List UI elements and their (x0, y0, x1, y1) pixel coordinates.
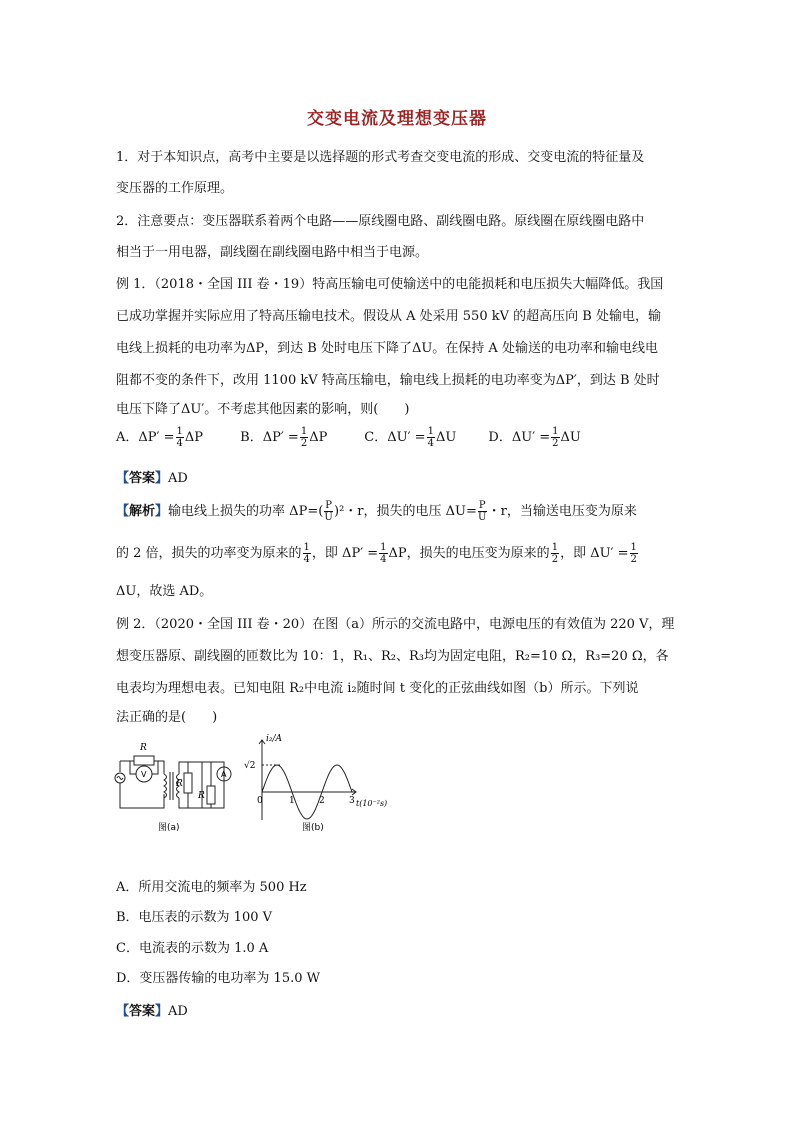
ammeter-label: A (221, 770, 227, 779)
primary-coil (164, 774, 167, 798)
example-2-line-2: 想变压器原、副线圈的匝数比为 10：1，R₁、R₂、R₃均为固定电阻，R₂=10 Ω，R₃=20 Ω，各 (116, 649, 669, 664)
option-a: A．ΔP′ = $\frac{1}{4}$ ΔP (116, 426, 204, 449)
option-b: B．ΔP′ = $\frac{1}{2}$ ΔP (240, 426, 328, 449)
circuit-diagram-figure-a (112, 728, 232, 838)
example-1-analysis-line-3: ΔU，故选 AD。 (116, 584, 213, 599)
intro-point-2-line-2: 相当于一用电器，副线圈在副线圈电路中相当于电源。 (116, 245, 429, 260)
example-1-answer: 【答案】AD (116, 471, 188, 486)
example-1-line-2: 已成功掌握并实际应用了特高压输电技术。假设从 A 处采用 550 kV 的超高压向 B 处输电，输 (116, 309, 661, 324)
tick-label-0: 0 (257, 796, 263, 806)
figure-a-caption: 图(a) (158, 823, 180, 833)
x-axis-label: t(10⁻²s) (356, 799, 388, 808)
example-1-analysis-line-1: 【解析】输电线上损失的功率 ΔP=( $\frac{P}{U}$ )²・r，损失的电压 ΔU= $\frac{P}{U}$ ・r，当输送电压变为原来 (116, 500, 637, 523)
answer-tag: 【答案】 (116, 471, 169, 486)
option-d: D．ΔU′ = $\frac{1}{2}$ ΔU (488, 426, 581, 449)
transformer-core (170, 772, 173, 800)
intro-point-1-line-1: 1．对于本知识点，高考中主要是以选择题的形式考查交变电流的形成、交变电流的特征量及 (116, 150, 645, 165)
tick-label-3: 3 (349, 796, 355, 806)
example-1-line-5: 电压下降了ΔU′。不考虑其他因素的影响，则( ) (116, 402, 410, 417)
answer-tag-2: 【答案】 (116, 1004, 169, 1019)
primary-bottom-wire (120, 783, 164, 808)
waveform-figure-b (238, 728, 398, 838)
primary-right-wire (154, 761, 164, 774)
page-title: 交变电流及理想变压器 (307, 109, 487, 129)
example-2-option-d: D．变压器传输的电功率为 15.0 W (116, 971, 320, 986)
example-2-option-b: B．电压表的示数为 100 V (116, 910, 273, 925)
example-1-line-3: 电线上损耗的电功率为ΔP，到达 B 处时电压下降了ΔU。在保持 A 处输送的电功率和输电线电 (116, 341, 658, 356)
intro-point-2-line-1: 2．注意要点：变压器联系着两个电路——原线圈电路、副线圈电路。原线圈在原线圈电路中 (116, 214, 645, 229)
r3-label: R (198, 791, 205, 801)
example-2-answer: 【答案】AD (116, 1004, 188, 1019)
example-1-options (116, 426, 608, 449)
tick-label-2: 2 (319, 796, 325, 806)
example-2-option-c: C．电流表的示数为 1.0 A (116, 941, 269, 956)
example-1-line-1: 例 1．（2018・全国 III 卷・19）特高压输电可使输送中的电能损耗和电压损失大幅降低。我国 (116, 277, 664, 292)
intro-point-1-line-2: 变压器的工作原理。 (116, 181, 234, 196)
peak-label: √2 (244, 761, 256, 771)
option-c: C．ΔU′ = $\frac{1}{4}$ ΔU (364, 426, 457, 449)
example-1-analysis-line-2: 的 2 倍，损失的功率变为原来的 $\frac{1}{4}$ ，即 ΔP′ = $\frac{1}{4}$ ΔP，损失的电压变为原来的 $\frac{1}{2}$ ，即 ΔU′ = $\frac{1}{2}$ (116, 542, 637, 565)
resistor-r1 (134, 756, 154, 765)
r2-label: R (176, 779, 183, 789)
example-2-option-a: A．所用交流电的频率为 500 Hz (116, 880, 307, 895)
r1-label: R (140, 743, 147, 753)
figure-b-caption: 图(b) (302, 823, 324, 833)
y-axis-label: i₂/A (266, 734, 283, 744)
example-2-line-4: 法正确的是( ) (116, 710, 218, 725)
example-1-line-4: 阻都不变的条件下，改用 1100 kV 特高压输电，输电线上损耗的电功率变为ΔP′，到达 B 处时 (116, 373, 660, 388)
voltmeter-label: V (141, 770, 147, 779)
example-2-line-3: 电表均为理想电表。已知电阻 R₂中电流 i₂随时间 t 变化的正弦曲线如图（b）所示。下列说 (116, 681, 639, 696)
resistor-r3 (207, 786, 215, 804)
analysis-tag: 【解析】 (116, 504, 169, 519)
example-2-line-1: 例 2．（2020・全国 III 卷・20）在图（a）所示的交流电路中，电源电压的有效值为 220 V，理 (116, 617, 675, 632)
resistor-r2 (184, 773, 192, 793)
tick-label-1: 1 (289, 796, 295, 806)
